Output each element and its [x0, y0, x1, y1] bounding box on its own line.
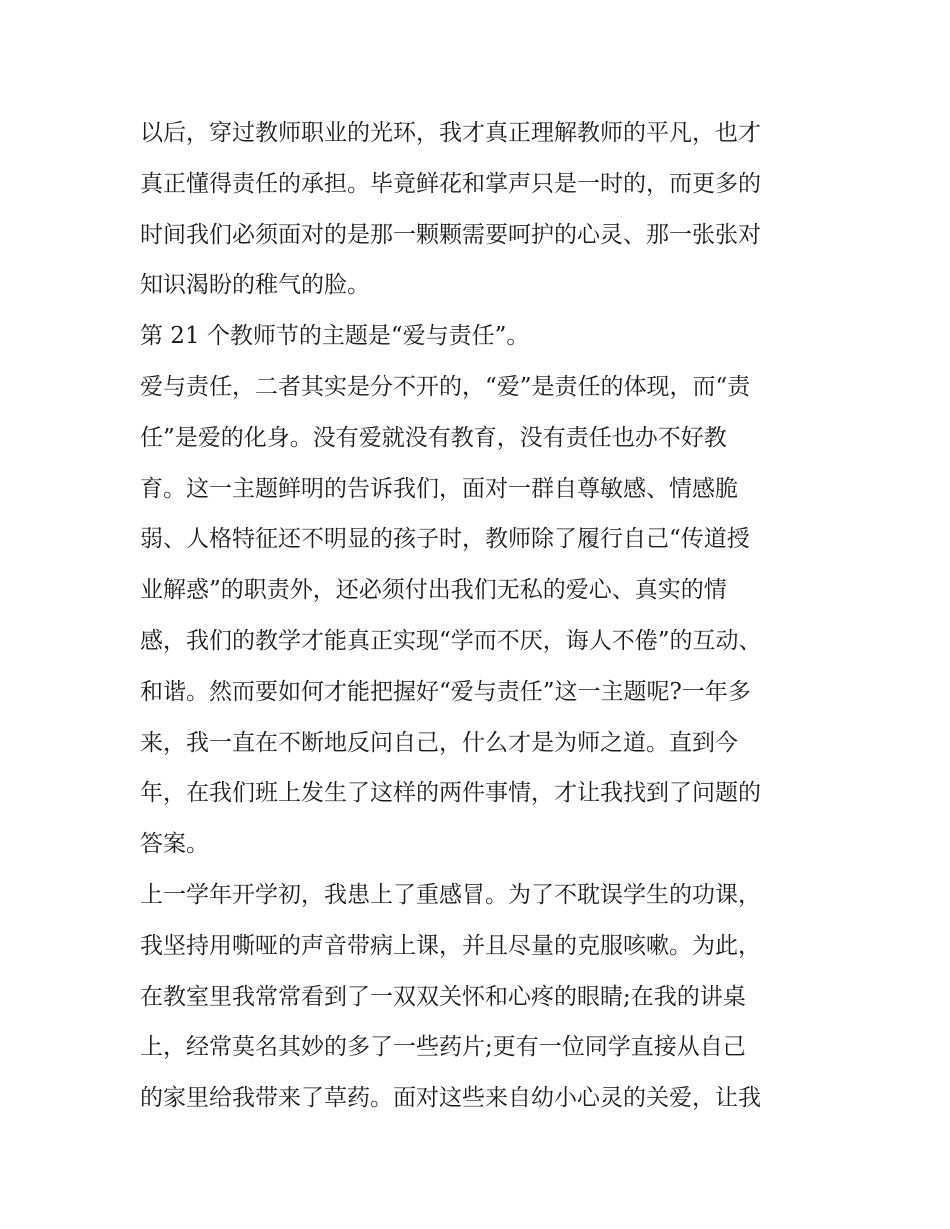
- text-line: 和谐。然而要如何才能把握好“爱与责任”这一主题呢?一年多: [140, 678, 751, 705]
- text-line: 感，我们的教学才能真正实现“学而不厌，诲人不倦”的互动、: [140, 627, 762, 654]
- text-line: 知识渴盼的稚气的脸。: [140, 272, 370, 299]
- text-line: 育。这一主题鲜明的告诉我们，面对一群自尊敏感、情感脆: [140, 475, 738, 502]
- text-line: 业解惑”的职责外，还必须付出我们无私的爱心、真实的情: [140, 577, 727, 604]
- text-line: 任”是爱的化身。没有爱就没有教育，没有责任也办不好教: [140, 424, 727, 451]
- text-line: 年，在我们班上发生了这样的两件事情，才让我找到了问题的: [140, 780, 761, 807]
- text-line: 时间我们必须面对的是那一颗颗需要呵护的心灵、那一张张对: [140, 221, 761, 248]
- text-line: 上，经常莫名其妙的多了一些药片;更有一位同学直接从自己: [140, 1034, 746, 1061]
- text-line: 弱、人格特征还不明显的孩子时，教师除了履行自己“传道授: [140, 526, 750, 553]
- text-line: 以后，穿过教师职业的光环，我才真正理解教师的平凡，也才: [140, 120, 761, 146]
- text-line: 爱与责任，二者其实是分不开的，“爱”是责任的体现，而“责: [140, 373, 751, 400]
- text-line: 的家里给我带来了草药。面对这些来自幼小心灵的关爱，让我: [140, 1085, 761, 1112]
- text-line: 在教室里我常常看到了一双双关怀和心疼的眼睛;在我的讲桌: [140, 983, 746, 1010]
- text-line: 第 21 个教师节的主题是“爱与责任”。: [140, 323, 530, 350]
- text-line: 真正懂得责任的承担。毕竟鲜花和掌声只是一时的，而更多的: [140, 170, 761, 197]
- body-text: [140, 108, 820, 1124]
- text-line: 来，我一直在不断地反问自己，什么才是为师之道。直到今: [140, 729, 738, 756]
- text-line: 上一学年开学初，我患上了重感冒。为了不耽误学生的功课，: [140, 881, 761, 908]
- text-line: 我坚持用嘶哑的声音带病上课，并且尽量的克服咳嗽。为此，: [140, 932, 761, 959]
- text-line: 答案。: [140, 831, 209, 858]
